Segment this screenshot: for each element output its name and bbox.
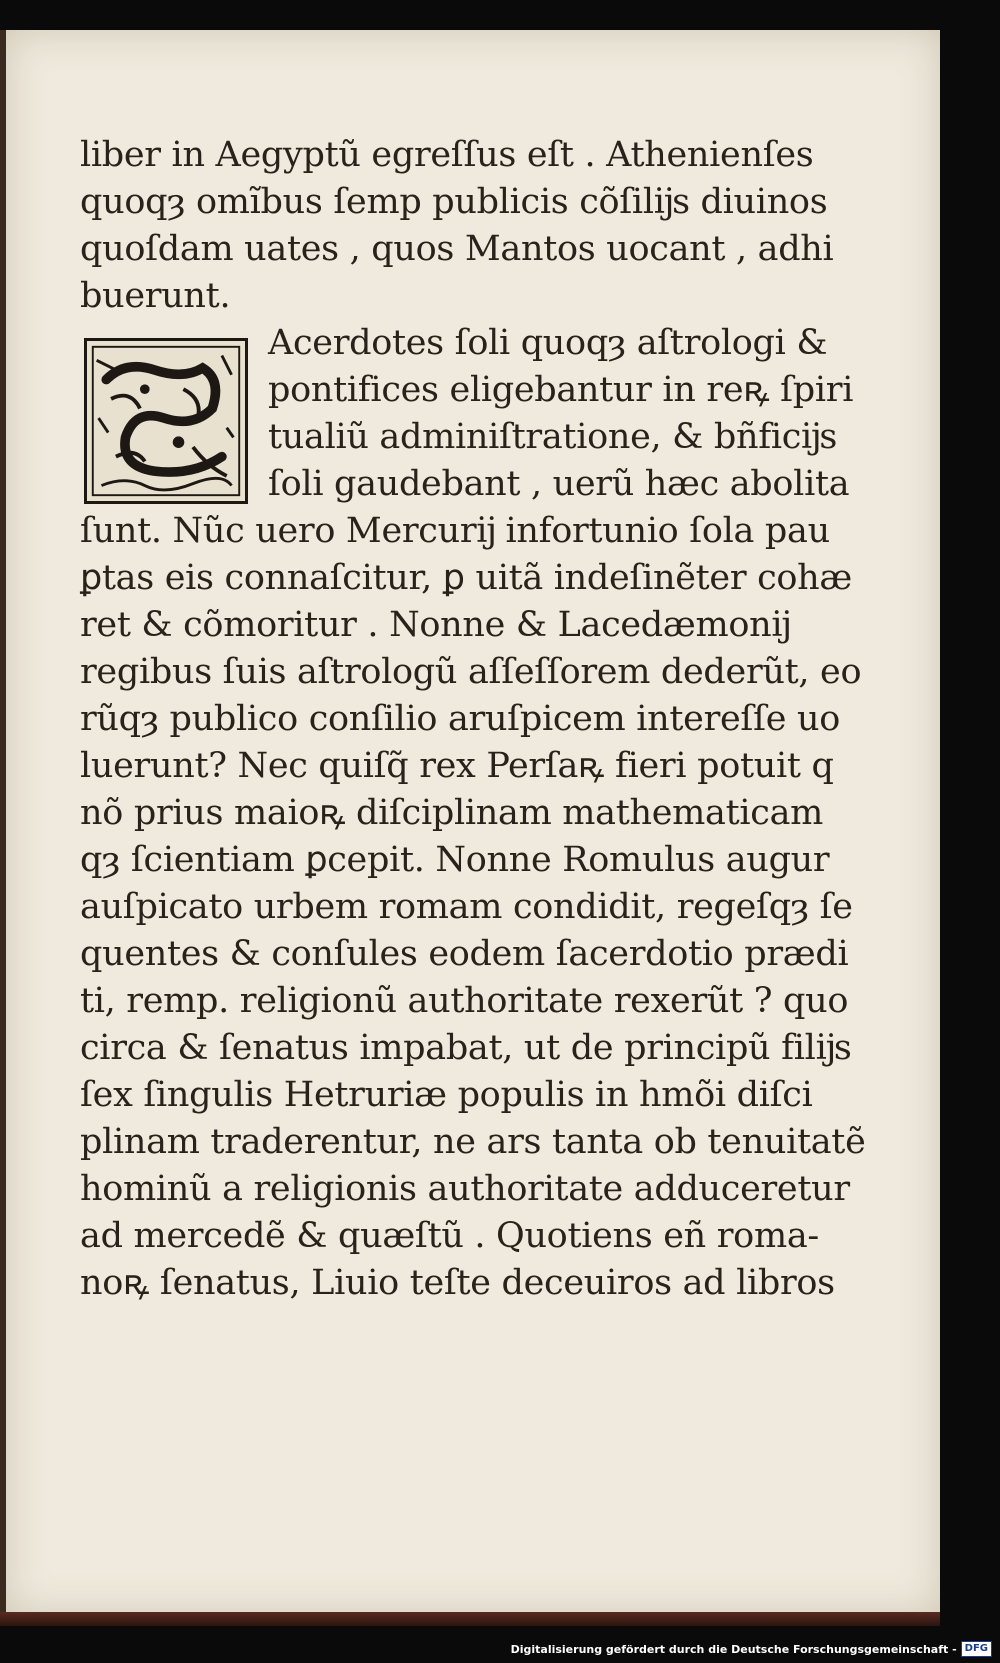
text-line: luerunt? Nec quiſq̃ rex Perſaꝶ fieri potuit q <box>80 746 834 786</box>
text-line: tualiũ adminiſtratione, & bñficĳs <box>268 417 838 457</box>
text-line: pontifices eligebantur in reꝶ ſpiri <box>268 370 854 410</box>
text-line: ꝑtas eis connaſcitur, ꝑ uitã indeſinẽter cohæ <box>80 558 852 598</box>
text-line: qȝ ſcientiam ꝑcepit. Nonne Romulus augur <box>80 840 830 880</box>
text-line: noꝶ ſenatus, Liuio teſte deceuiros ad libros <box>80 1263 835 1303</box>
text-line: ſoli gaudebant , uerũ hæc abolita <box>268 464 850 504</box>
text-line: quoſdam uates , quos Mantos uocant , adhi <box>80 229 834 269</box>
text-line: buerunt. <box>80 276 231 316</box>
text-line: ſex ſingulis Hetruriæ populis in hmõi diſci <box>80 1075 813 1115</box>
page-edge <box>0 1612 940 1626</box>
text-line: nõ prius maioꝶ diſciplinam mathematicam <box>80 793 824 833</box>
text-line: ti, remp. religionũ authoritate rexerũt ? quo <box>80 981 849 1021</box>
text-line: regibus ſuis aſtrologũ aſſeſſorem dederũt, eo <box>80 652 862 692</box>
text-line: Acerdotes ſoli quoqȝ aſtrologi & <box>268 323 828 363</box>
text-line: auſpicato urbem romam condidit, regeſqȝ ſe <box>80 887 853 927</box>
text-line: ſunt. Nũc uero Mercurĳ infortunio ſola pau <box>80 511 830 551</box>
text-line: ret & cõmoritur . Nonne & Lacedæmonĳ <box>80 605 790 645</box>
text-line: rũqȝ publico conſilio aruſpicem intereſſe uo <box>80 699 840 739</box>
text-line: plinam traderentur, ne ars tanta ob tenuitatẽ <box>80 1122 866 1162</box>
text-line: liber in Aegyptũ egreſſus eſt . Athenienſes <box>80 135 814 175</box>
credit-text: Digitalisierung gefördert durch die Deutsche Forschungsgemeinschaft - <box>510 1642 957 1656</box>
main-text <box>80 132 866 1307</box>
digitization-credit <box>511 1639 992 1659</box>
dfg-logo: DFG <box>961 1641 992 1657</box>
text-line: quoqȝ omĩbus ſemp publicis cõſilĳs diuinos <box>80 182 828 222</box>
text-line: hominũ a religionis authoritate adduceretur <box>80 1169 850 1209</box>
text-line: circa & ſenatus impabat, ut de principũ filĳs <box>80 1028 852 1068</box>
text-line: ad mercedẽ & quæſtũ . Quotiens eñ roma- <box>80 1216 819 1256</box>
text-line: quentes & conſules eodem ſacerdotio prædi <box>80 934 849 974</box>
